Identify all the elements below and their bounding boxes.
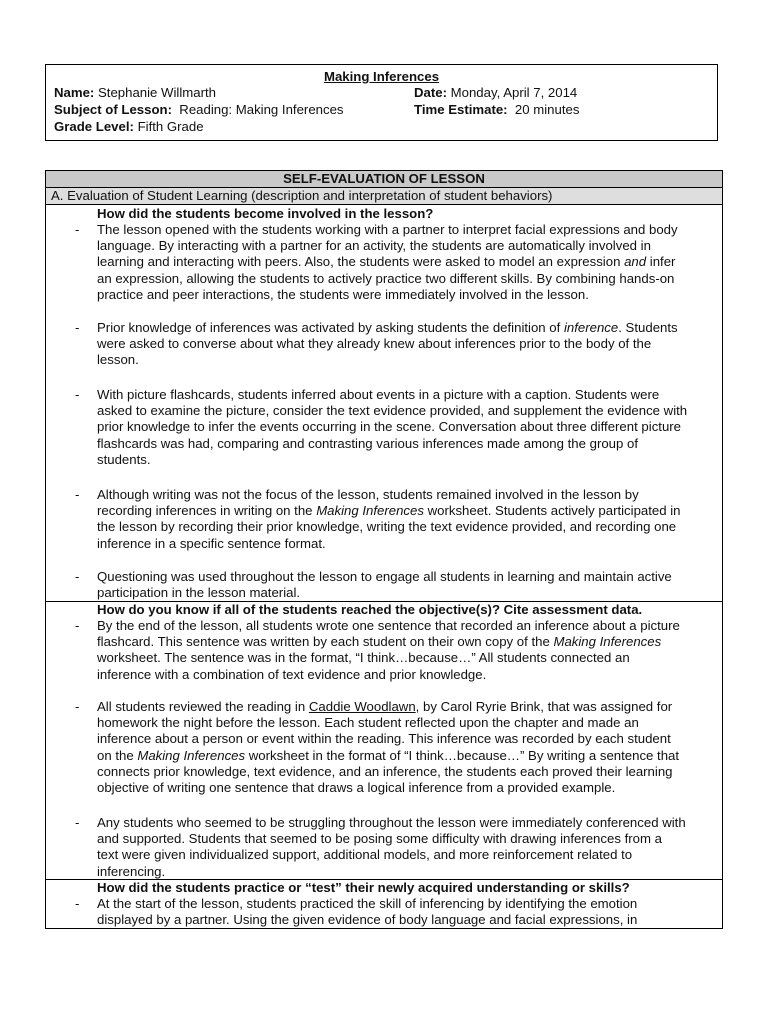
bullet-dash: - xyxy=(75,815,80,830)
subject-row xyxy=(54,102,344,118)
question-objectives: How do you know if all of the students reached the objective(s)? Cite assessment data. xyxy=(97,602,643,617)
subject-value: Reading: Making Inferences xyxy=(179,102,344,117)
name-value: Stephanie Willmarth xyxy=(97,85,216,100)
lesson-header xyxy=(45,64,718,141)
question-practice: How did the students practice or “test” their newly acquired understanding or skills? xyxy=(97,880,630,895)
table-title: SELF-EVALUATION OF LESSON xyxy=(46,171,722,188)
grade-label: Grade Level: xyxy=(54,119,134,134)
question-block-objectives: How do you know if all of the students reached the objective(s)? Cite assessment data. - By the end of the lesson, all students wrote one sentence that recorded an inference about a picture flashcard. This sentence was written by each student on their own copy of the Making Inferences worksheet. The sentence was in the format, “I think…because…” All students connected an inference with a combination of text evidence and prior knowledge. - All students reviewed the reading in Caddie Woodlawn, by Carol Ryrie Brink, that was assigned for homework the night before the lesson. Each student reflected upon the chapter and made an inference about a person or event within the reading. This inference was recorded by each student on the Making Inferences worksheet in the format of “I think…because…” By writing a sentence that connects prior knowledge, text evidence, and an inference, the students each proved their learning objective of writing one sentence that draws a logical inference from a provided example. - Any students who seemed to be struggling throughout the lesson were immediately conferenced with and supported. Students that seemed to be posing some difficulty with drawing inferences from a text were given individualized support, additional models, and more reinforcement related to inferencing. xyxy=(46,601,722,879)
time-label: Time Estimate: xyxy=(414,102,508,117)
section-a-heading xyxy=(46,188,722,205)
bullet-dash: - xyxy=(75,320,80,335)
bullet-dash: - xyxy=(75,618,80,633)
date-label: Date: xyxy=(414,85,447,100)
bullet-dash: - xyxy=(75,487,80,502)
bullet-dash: - xyxy=(75,896,80,911)
date-row xyxy=(414,85,577,101)
question-block-involvement: How did the students become involved in the lesson? - The lesson opened with the students working with a partner to interpret facial expressions and body language. By interacting with a partner for an activity, the students are automatically involved in learning and interacting with peers. Also, the students were asked to model an expression and infer an expression, allowing the students to actively practice two different skills. By combining hands-on practice and peer interactions, the students were immediately involved in the lesson. - Prior knowledge of inferences was activated by asking students the definition of inference. Students were asked to converse about what they already knew about inferences prior to the body of the lesson. - With picture flashcards, students inferred about events in a picture with a caption. Students were asked to examine the picture, consider the text evidence provided, and supplement the evidence with prior knowledge to infer the events occurring in the scene. Conversation about three different picture flashcards was had, comparing and contrasting various inferences made among the group of students. - Although writing was not the focus of the lesson, students remained involved in the lesson by recording inferences in writing on the Making Inferences worksheet. Students actively participated in the lesson by recording their prior knowledge, writing the text evidence provided, and recording one inference in a specific sentence format. - Questioning was used throughout the lesson to engage all students in learning and maintain active participation in the lesson material. xyxy=(75,206,688,601)
section-a-label: A. Evaluation of Student Learning (description and interpretation of student behaviors) xyxy=(51,188,553,203)
subject-label: Subject of Lesson: xyxy=(54,102,172,117)
date-value: Monday, April 7, 2014 xyxy=(450,85,578,100)
bullet-dash: - xyxy=(75,222,80,237)
time-row xyxy=(414,102,579,118)
bullet-dash: - xyxy=(75,699,80,714)
lesson-title: Making Inferences xyxy=(323,69,440,84)
grade-row xyxy=(54,119,204,135)
name-label: Name: xyxy=(54,85,95,100)
self-evaluation-table xyxy=(45,170,723,929)
bullet-dash: - xyxy=(75,387,80,402)
name-row xyxy=(54,85,216,101)
bullet-dash: - xyxy=(75,569,80,584)
grade-value: Fifth Grade xyxy=(137,119,204,134)
time-value: 20 minutes xyxy=(514,102,580,117)
question-involvement: How did the students become involved in the lesson? xyxy=(97,206,434,221)
question-block-practice: How did the students practice or “test” their newly acquired understanding or skills? - At the start of the lesson, students practiced the skill of inferencing by identifying the emotion displayed by a partner. Using the given evidence of body language and facial expressions, in xyxy=(46,879,722,929)
